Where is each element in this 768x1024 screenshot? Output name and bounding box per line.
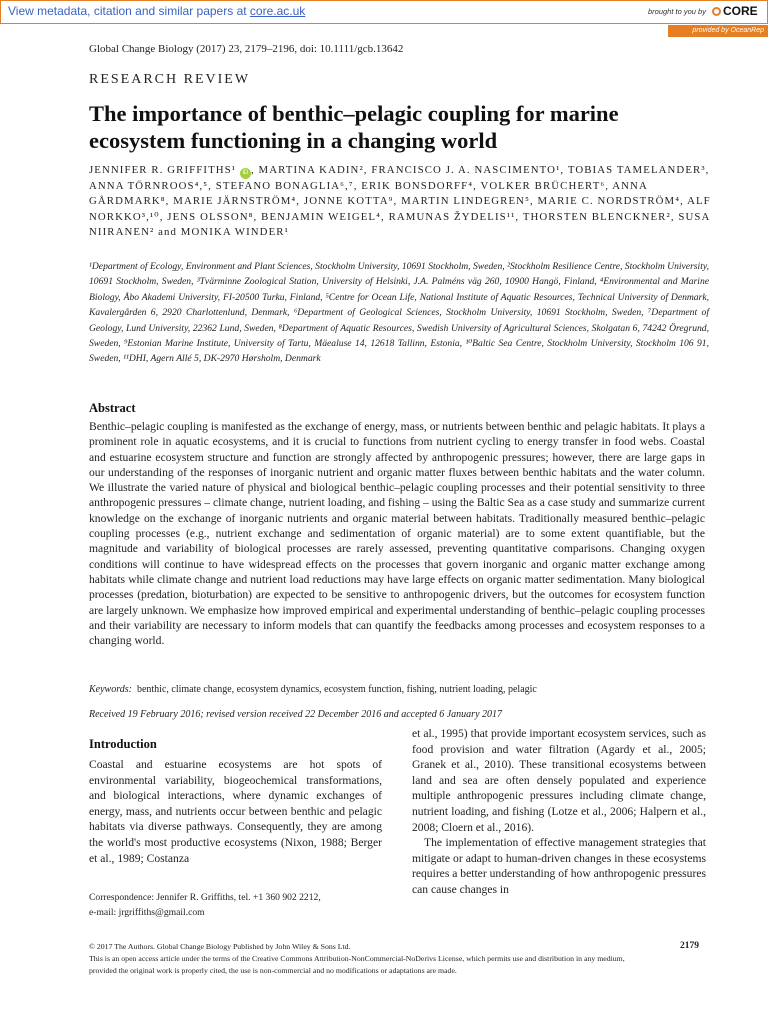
author-list-first: JENNIFER R. GRIFFITHS¹ <box>89 164 237 176</box>
core-logo-text: CORE <box>723 4 758 18</box>
introduction-heading: Introduction <box>89 737 157 751</box>
keywords-text: benthic, climate change, ecosystem dynamics, ecosystem function, fishing, nutrient loading, pelagic <box>136 684 537 695</box>
article-title: The importance of benthic–pelagic coupling for marine ecosystem functioning in a changing world <box>89 101 619 153</box>
abstract-text: Benthic–pelagic coupling is manifested as the exchange of energy, mass, or nutrients between benthic and pelagic habitats. It plays a prominent role in aquatic ecosystems, and it is crucial to functions from nutrient cycling to energy transfer in food webs. Coastal and estuarine ecosystem structure and function are strongly affected by anthropogenic pressures; however, there are large gaps in our understanding of the responses of inorganic nutrient and organic matter fluxes between benthic habitats and the water column. We illustrate the varied nature of physical and biological benthic–pelagic coupling processes and their potential sensitivity to three anthropogenic pressures – climate change, nutrient loading, and fishing – using the Baltic Sea as a case study and summarize current knowledge on the exchange of inorganic nutrients and organic material between habitats. Traditionally measured benthic–pelagic coupling processes (e.g., nutrient exchange and sedimentation of organic material) are to some extent quantifiable, but the magnitude and variability of biological processes are rarely assessed, preventing quantitative comparisons. Changing oxygen conditions will continue to have widespread effects on the processes that govern inorganic and organic matter exchange among habitats while climate change and nutrient load reductions may have large effects on organic matter sedimentation. Many biological processes (predation, bioturbation) are expected to be sensitive to anthropogenic drivers, but the outcomes for ecosystem function are largely unknown. We emphasize how improved empirical and experimental understanding of benthic–pelagic coupling processes and their variability are necessary to inform models that can quantify the feedbacks among processes and ecosystem responses to a changing world. <box>89 420 705 648</box>
received-dates: Received 19 February 2016; revised version received 22 December 2016 and accepted 6 January 2017 <box>89 709 503 720</box>
correspondence <box>89 890 382 920</box>
journal-citation: Global Change Biology (2017) 23, 2179–2196, doi: 10.1111/gcb.13642 <box>89 43 404 55</box>
keywords <box>89 684 705 695</box>
license-footer <box>89 941 649 978</box>
keywords-label: Keywords: <box>89 684 132 695</box>
introduction-column-2 <box>412 726 706 898</box>
introduction-paragraph-1: et al., 1995) that provide important ecosystem services, such as food provision and water filtration (Agardy et al., 2005; Granek et al., 2010). These transitional ecosystems between land and sea are often densely populated and experience multiple anthropogenic pressures including climate change, nutrient loading, and fishing (Lotze et al., 2006; Halpern et al., 2008; Cloern et al., 2016). <box>412 727 706 834</box>
introduction-paragraph-2: The implementation of effective management strategies that mitigate or adapt to human-driven changes in these ecosystems requires a better understanding of how anthropogenic pressures can cause changes in <box>412 836 706 896</box>
section-label: RESEARCH REVIEW <box>89 72 251 87</box>
copyright-line: © 2017 The Authors. Global Change Biology Published by John Wiley & Sons Ltd. <box>89 942 351 951</box>
brought-to-you-label: brought to you by <box>648 7 706 16</box>
core-logo-icon <box>712 7 721 16</box>
core-link-text[interactable]: core.ac.uk <box>249 4 306 18</box>
core-metadata-link[interactable] <box>8 4 305 18</box>
affiliations: ¹Department of Ecology, Environment and Plant Sciences, Stockholm University, 10691 Stockholm, Sweden, ²Stockholm Resilience Centre, Stockholm University, 10691 Stockholm, Sweden, ³Tvärminne Zoological Station, University of Helsinki, J.A. Palméns väg 260, 10900 Hangö, Finland, ⁴Environmental and Marine Biology, Åbo Akademi University, FI-20500 Turku, Finland, ⁵Centre for Ocean Life, National Institute of Aquatic Resources, Technical University of Denmark, Kavalergården 6, 2920 Charlottenlund, Denmark, ⁶Department of Geological Sciences, Stockholm University, 10691 Stockholm, Sweden, ⁷Department of Geology, Lund University, 22362 Lund, Sweden, ⁸Department of Aquatic Resources, Swedish University of Agricultural Sciences, Skolgatan 6, 74242 Öregrund, Sweden, ⁹Estonian Marine Institute, University of Tartu, Mäealuse 14, 12618 Tallinn, Estonia, ¹⁰Baltic Sea Centre, Stockholm University, Stockholm 106 91, Sweden, ¹¹DHI, Agern Allé 5, DK-2970 Hørsholm, Denmark <box>89 261 709 365</box>
correspondence-email[interactable]: e-mail: jrgriffiths@gmail.com <box>89 907 205 918</box>
author-list <box>89 163 729 241</box>
provided-by-badge: provided by OceanRep <box>668 25 768 37</box>
page-number: 2179 <box>680 941 699 951</box>
abstract-heading: Abstract <box>89 401 136 415</box>
correspondence-line: Correspondence: Jennifer R. Griffiths, tel. +1 360 902 2212, <box>89 892 321 903</box>
author-list-rest: , MARTINA KADIN², FRANCISCO J. A. NASCIMENTO¹, TOBIAS TAMELANDER³, ANNA TÖRNROOS⁴,⁵, STEFANO BONAGLIA⁶,⁷, ERIK BONSDORFF⁴, VOLKER BRÜCHERT⁶, ANNA GÅRDMARK⁸, MARIE JÄRNSTRÖM⁴, JONNE KOTTA⁹, MARTIN LINDEGREN⁵, MARIE C. NORDSTRÖM⁴, ALF NORKKO³,¹⁰, JENS OLSSON⁸, BENJAMIN WEIGEL⁴, RAMUNAS ŽYDELIS¹¹, THORSTEN BLENCKNER², SUSA NIIRANEN² and MONIKA WINDER¹ <box>89 164 711 239</box>
introduction-column-1: Coastal and estuarine ecosystems are hot spots of environmental variability, biogeochemical transformations, and biological interactions, where dynamic exchanges of energy, mass, and nutrients occur between benthic and pelagic habitats via diverse pathways. Consequently, they are among the world's most productive ecosystems (Nixon, 1988; Berger et al., 1989; Costanza <box>89 758 382 865</box>
license-text: This is an open access article under the terms of the Creative Commons Attribution-NonCommercial-NoDerivs License, which permits use and distribution in any medium, provided the original work is properly cited, the use is non-commercial and no modifications or adaptations are made. <box>89 954 625 976</box>
orcid-icon[interactable]: iD <box>240 168 251 179</box>
core-link-prefix: View metadata, citation and similar papers at <box>8 4 250 18</box>
core-logo[interactable] <box>712 4 758 18</box>
